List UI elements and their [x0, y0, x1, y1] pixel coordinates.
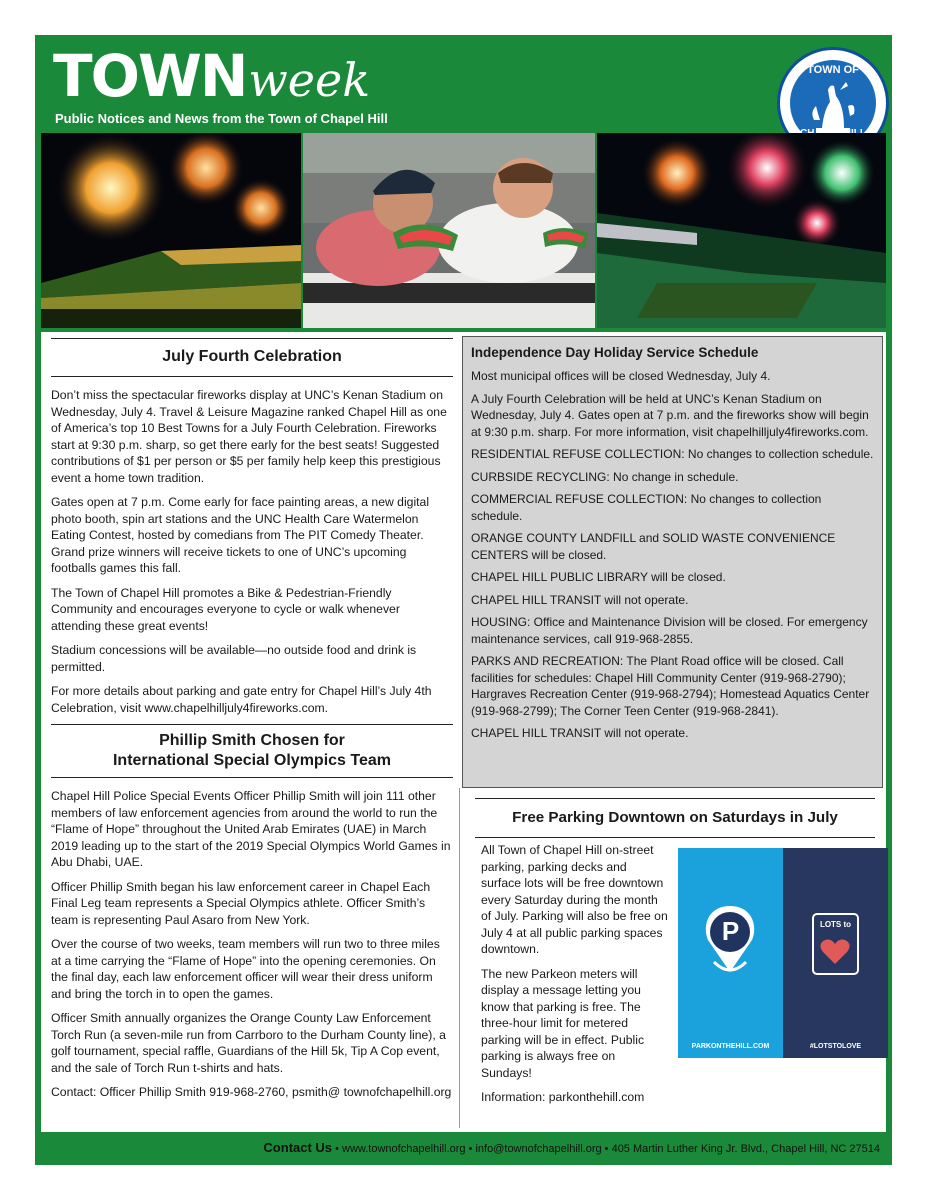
parking-graphic [678, 848, 888, 1058]
july-fourth-paragraph: Stadium concessions will be available—no outside food and drink is permitted. [51, 643, 417, 674]
divider [51, 724, 453, 725]
free-parking-paragraph: The new Parkeon meters will display a message letting you know that parking is free. The three-hour limit for metered parking will be in effect. Public parking is always free on Sundays! [481, 966, 645, 1080]
schedule-item: CHAPEL HILL TRANSIT will not operate. [471, 592, 689, 607]
schedule-item: CURBSIDE RECYCLING: No change in schedule. [471, 469, 739, 484]
parking-pin-letter: P [721, 916, 740, 946]
divider [475, 798, 875, 799]
free-parking-paragraph: All Town of Chapel Hill on-street parking, parking decks and surface lots will be free downtown every Saturday during the month of July. Parking will also be free on July 4 at all public parking spaces downtown. [481, 843, 668, 956]
masthead [35, 35, 892, 135]
schedule-item: Most municipal offices will be closed Wednesday, July 4. [471, 369, 771, 383]
free-parking-heading: Free Parking Downtown on Saturdays in July [512, 809, 838, 826]
phillip-smith-paragraph: Officer Smith annually organizes the Orange County Law Enforcement Torch Run (a seven-mile run from Carrboro to the Durham County line), a golf tournament, special raffle, Guardians of the Hill 5k, Tip A Cop event, and the sale of Torch Run t-shirts and hats. [51, 1011, 446, 1075]
lotstolove-caption: #LOTSTOLOVE [809, 1043, 862, 1050]
contact-us-label: Contact Us [263, 1140, 333, 1155]
phillip-smith-paragraph: Officer Phillip Smith began his law enforcement career in Chapel Each Final Leg team represents a Special Olympics athlete. Officer Smith’s team is representing Paul Asaro from New York. [51, 879, 431, 927]
phillip-smith-paragraph: Over the course of two weeks, team members will run two to three miles at a time carrying the “Flame of Hope” into the opening ceremonies. On the final day, each law enforcement officer will wear their dress uniform and bring the torch in to open the games. [51, 937, 440, 1001]
newsletter-frame [35, 35, 892, 1165]
fireworks-photo-left [41, 133, 301, 328]
schedule-item: RESIDENTIAL REFUSE COLLECTION: No changes to collection schedule. [471, 447, 874, 461]
content-area [41, 332, 886, 1132]
schedule-item: CHAPEL HILL PUBLIC LIBRARY will be closed. [471, 570, 726, 584]
free-parking-paragraph: Information: parkonthehill.com [481, 1090, 645, 1104]
july-fourth-paragraph: The Town of Chapel Hill promotes a Bike & Pedestrian-Friendly Community and encourages everyone to cycle or walk whenever attending these great events! [51, 585, 400, 633]
park-on-the-hill-panel [678, 848, 783, 1058]
watermelon-contest-photo [303, 133, 595, 328]
photo-strip [41, 133, 886, 328]
parkonthehill-caption: PARKONTHEHILL.COM [691, 1043, 770, 1050]
phillip-smith-heading-line1: Phillip Smith Chosen for [159, 732, 345, 749]
holiday-schedule-box [462, 336, 883, 788]
schedule-item: COMMERCIAL REFUSE COLLECTION: No changes to collection schedule. [471, 492, 822, 523]
schedule-item: PARKS AND RECREATION: The Plant Road office will be closed. Call facilities for schedules: Chapel Hill Community Center (919-968-2790); Hargraves Recreation Center (919-968-2794); Homestead Aquatics Center (919-968-2799); The Corner Teen Center (919-968-2841). [471, 654, 870, 718]
schedule-item: CHAPEL HILL TRANSIT will not operate. [471, 726, 689, 740]
schedule-item: A July Fourth Celebration will be held at UNC’s Kenan Stadium on Wednesday, July 4. Gates open at 7 p.m. and the fireworks show will begin at 9:30 p.m. sharp. For more information, visit chapelhilljuly4fireworks.com. [471, 391, 869, 439]
holiday-schedule-heading: Independence Day Holiday Service Schedule [471, 345, 759, 360]
lots-to-love-panel [783, 848, 888, 1058]
divider [51, 777, 453, 778]
lots-to-love-sign-text: LOTS to [819, 920, 852, 929]
phillip-smith-paragraph: Chapel Hill Police Special Events Officer Phillip Smith will join 111 other members of law enforcement agencies from around the world to run the “Flame of Hope” throughout the United Arab Emirates (UAE) in March 2019 leading up to the start of the 2019 Special Olympics World Games in Abu Dhabi, UAE. [51, 789, 451, 869]
free-parking-text [481, 842, 669, 1114]
title-town: TOWN [53, 42, 247, 110]
fireworks-photo-right [597, 133, 886, 328]
july-fourth-paragraph: Gates open at 7 p.m. Come early for face painting areas, a new digital photo booth, spin art stations and the UNC Health Care Watermelon Eating Contest, hosted by comedians from The PIT Comedy Theater. Grand prize winners will receive tickets to one of UNC’s upcoming footballs games this fall. [51, 495, 430, 575]
phillip-smith-heading [51, 731, 453, 771]
july-fourth-paragraph: Don’t miss the spectacular fireworks display at UNC’s Kenan Stadium on Wednesday, July 4. Travel & Leisure Magazine ranked Chapel Hill as one of America’s top 10 Best Towns for a July Fourth Celebration. Fireworks start at 9:30 p.m. sharp, so get there early for the best seats! Suggested contributions of $1 per person or $5 per family help keep this prestigious event a home town tradition. [51, 388, 447, 485]
divider [51, 376, 453, 377]
footer-contact [263, 1140, 880, 1155]
divider [475, 837, 875, 838]
schedule-item: HOUSING: Office and Maintenance Division will be closed. For emergency maintenance services, call 919-968-2855. [471, 615, 868, 646]
july-fourth-heading: July Fourth Celebration [162, 348, 342, 365]
tagline: Public Notices and News from the Town of Chapel Hill [55, 111, 388, 126]
free-parking-section [475, 798, 875, 1104]
newsletter-title [53, 42, 371, 110]
column-divider [459, 788, 460, 1128]
schedule-item: ORANGE COUNTY LANDFILL and SOLID WASTE CONVENIENCE CENTERS will be closed. [471, 531, 836, 562]
divider [51, 338, 453, 339]
phillip-smith-paragraph: Contact: Officer Phillip Smith 919-968-2760, psmith@ townofchapelhill.org [51, 1085, 452, 1099]
left-column [51, 338, 453, 1109]
july-fourth-paragraph: For more details about parking and gate entry for Chapel Hill’s July 4th Celebration, visit www.chapelhilljuly4fireworks.com. [51, 684, 432, 715]
seal-text-top: TOWN OF [807, 64, 859, 76]
phillip-smith-heading-line2: International Special Olympics Team [112, 752, 391, 769]
footer-bar [35, 1134, 892, 1165]
title-week: week [248, 53, 371, 107]
footer-details: • www.townofchapelhill.org • info@townofchapelhill.org • 405 Martin Luther King Jr. Blvd., Chapel Hill, NC 27514 [332, 1143, 880, 1155]
